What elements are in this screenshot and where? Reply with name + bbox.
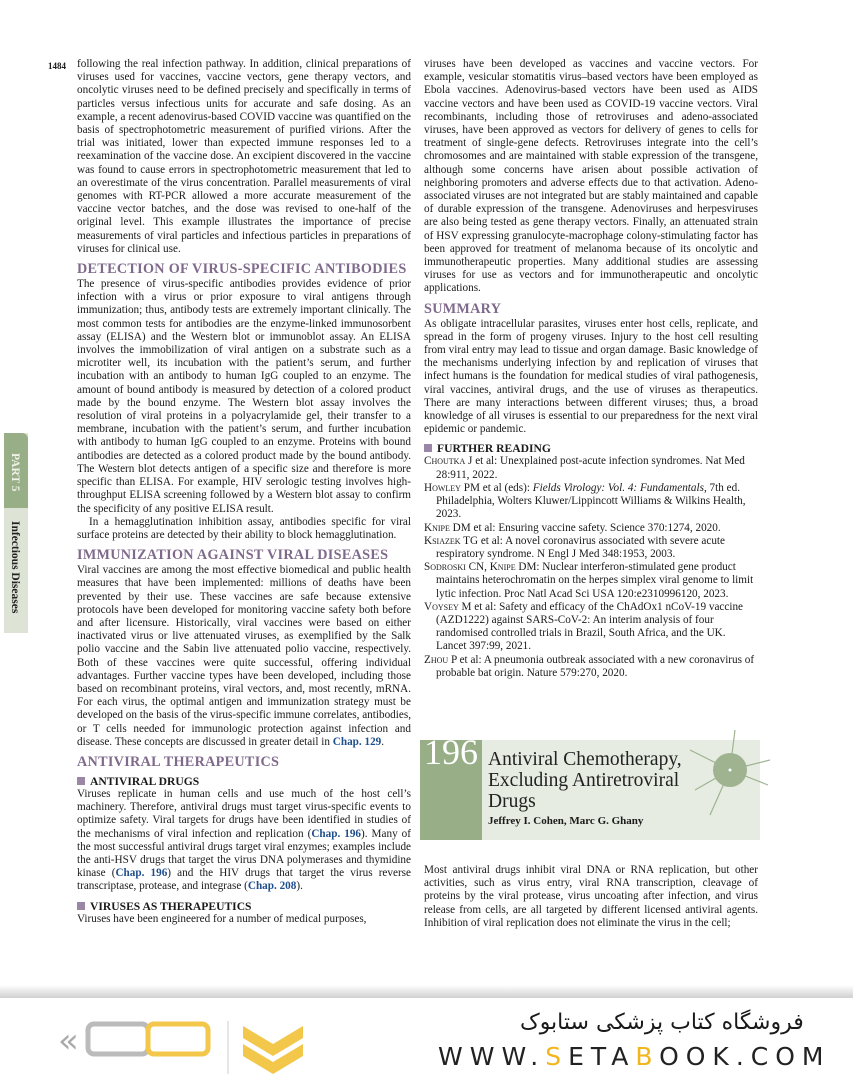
paragraph: viruses have been developed as vaccines and vaccine vectors. For example, vesicular stomatitis virus–based vectors have been employed as Ebola vaccines. Adenovirus-based vectors have been used as AIDS vaccine vectors and have been used as COVID-19 vaccine vectors. Viral recombinants, including those of retroviruses and adeno-associated viruses, have been approved as vectors for delivery of genes to cells for treatment of single-gene defects. Retroviruses integrate into the cell’s chromosomes and are maintained with stable expression of the transgene, although some concerns have arisen about possible activation of neighboring promoters and adverse effects due to that activation. Adeno-associated viruses are not integrated but are stably maintained and capable of durable expression of the transgene. Adenoviruses and herpesviruses are also being tested as gene therapy vectors. Finally, an attenuated strain of HSV expressing granulocyte-macrophage colony-stimulating factor has been approved for treatment of melanoma because of its oncolytic and immunotherapeutic properties. Many additional studies are assessing viruses for use as vectors and for immunotherapeutic and oncolytic applications. [424, 58, 758, 295]
section-heading: IMMUNIZATION AGAINST VIRAL DISEASES [77, 547, 389, 564]
virus-splat-icon [690, 730, 770, 820]
paragraph: Most antiviral drugs inhibit viral DNA or RNA replication, but other activities, such as virus entry, viral RNA transcription, cleavage of proteins by the viral protease, virus uncoating after infection, and virus release from cells, are all targeted by different licensed antiviral agents. Inhibition of viral replication does not eliminate the virus in the cell; [424, 863, 758, 929]
chapter-link[interactable]: Chap. 129 [332, 735, 382, 748]
watermark-footer [0, 998, 853, 1080]
reference-item: Sodroski CN, Knipe DM: Nuclear interferon-stimulated gene product maintains heterochromatin on the herpes simplex viral genome to limit lytic infection. Proc Natl Acad Sci USA 120:e2310996120, 2023. [424, 561, 754, 600]
chapter-number: 196 [420, 740, 482, 840]
chapter-title: Antiviral Chemotherapy, Excluding Antiretroviral Drugs [488, 748, 682, 812]
paragraph: As obligate intracellular parasites, viruses enter host cells, replicate, and spread in the form of progeny viruses. Injury to the host cell resulting from viral entry may lead to tissue and organ damage. Basic knowledge of the mechanisms underlying infection by and replication of viruses that infect humans is the foundation for medical studies of viral pathogenesis, viral vaccines, antiviral drugs, and the use of viruses as therapeutics. There are many interactions between different viruses; thus, a broad knowledge of all viruses is essential to our preparedness for the next viral epidemic or pandemic. [424, 317, 758, 436]
square-bullet-icon [77, 777, 85, 785]
setabook-logo [48, 1016, 338, 1076]
paragraph: The presence of virus-specific antibodies provides evidence of prior infection with a virus or prior exposure to viral antigens through immunization; thus, antibody tests are extremely important clinically. The most common tests for antibodies are the enzyme-linked immunosorbent assay (ELISA) and the Western blot or immunoblot assay. An ELISA involves the immobilization of viral antigen on a substrate such as a microtiter well, its incubation with the patient’s serum, and further incubation with an antibody to human IgG coupled to an enzyme. The amount of bound antibody is measured by detection of a colored product made by the bound enzyme. The Western blot assay involves the resolution of viral proteins in a polyacrylamide gel, their transfer to a membrane, incubation with the patient’s serum, and further incubation with antibody to human IgG coupled to an enzyme. Proteins with bound antibodies are detected as a colored product made by the bound antibody. The Western blot detects antigen of a specific size and therefore is more specific than ELISA. For example, HIV serologic testing involves high-throughput ELISA screening followed by a Western blot assay to confirm the specificity of any positive ELISA result. [77, 278, 411, 515]
section-heading: ANTIVIRAL THERAPEUTICS [77, 753, 280, 770]
paragraph: In a hemagglutination inhibition assay, antibodies specific for viral surface proteins are detected by their ability to block hemagglutination. [77, 515, 411, 541]
paragraph: Viruses have been engineered for a number of medical purposes, [77, 912, 367, 925]
part-label: PART 5 [9, 453, 21, 492]
paragraph: following the real infection pathway. In addition, clinical preparations of viruses used for vaccines, vaccine vectors, gene therapy vectors, and oncolytic viruses need to be defined precisely and specifically in terms of particles versus infectious units for accurate and safe dosing. As an example, a recent adenovirus-based COVID vaccine was quantified on the basis of spectrophotometric measurement of purified virions. After the trial was initiated, lower than expected immune responses led to a reexamination of the vaccine dose. An excipient discovered in the vaccine was found to cause errors in spectrophotometric measurement that led to an overestimate of the virus concentration. Parallel measurements of viral genomes with RT-PCR allowed a more accurate measurement of the vaccine vector batches, and the dose was revised to one-half of the original level. This example illustrates the importance of precise measurements of viral particles and infectious particles in preparations of viruses for clinical use. [77, 58, 411, 255]
reference-item: Zhou P et al: A pneumonia outbreak associated with a new coronavirus of probable bat origin. Nature 579:270, 2020. [424, 653, 755, 679]
section-label: Infectious Diseases [9, 521, 21, 614]
reference-item: Howley PM et al (eds): Fields Virology: Vol. 4: Fundamentals, 7th ed. Philadelphia, Wolters Kluwer/Lippincott Williams & Wilkins Health, 2023. [424, 481, 746, 521]
subsection-heading: ANTIVIRAL DRUGS [77, 775, 411, 788]
reference-item: Choutka J et al: Unexplained post-acute infection syndromes. Nat Med 28:911, 2022. [424, 455, 745, 481]
store-url[interactable]: WWW.SETABOOK.COM [438, 1042, 831, 1071]
page-number: 1484 [48, 61, 66, 71]
store-name: فروشگاه کتاب پزشکی ستابوک [520, 1010, 804, 1035]
chapter-link[interactable]: Chap. 208 [247, 880, 297, 893]
reference-item: Knipe DM et al: Ensuring vaccine safety. Science 370:1274, 2020. [424, 521, 721, 534]
side-tab [4, 433, 28, 633]
chapter-link[interactable]: Chap. 196 [311, 827, 362, 840]
left-column [77, 58, 411, 926]
subsection-heading: VIRUSES AS THERAPEUTICS [77, 900, 411, 913]
paragraph: Viruses replicate in human cells and use much of the host cell’s machinery. Therefore, antiviral drugs must target virus-specific events to optimize safety. Viral targets for drugs have been identified in studies of the mechanisms of viral infection and replication (Chap. 196). Many of the most successful antiviral drugs target viral enzymes; examples include the anti-HSV drugs that target the virus DNA polymerases and thymidine kinase (Chap. 196) and the HIV drugs that target the virus reverse transcriptase, protease, and integrase (Chap. 208). [77, 787, 412, 893]
chapter-link[interactable]: Chap. 196 [115, 867, 168, 880]
section-heading: SUMMARY [424, 300, 502, 317]
svg-text:«: « [58, 1021, 79, 1061]
square-bullet-icon [77, 902, 85, 910]
section-heading: DETECTION OF VIRUS-SPECIFIC ANTIBODIES [77, 261, 407, 278]
chapter-authors: Jeffrey I. Cohen, Marc G. Ghany [488, 814, 644, 827]
square-bullet-icon [424, 444, 432, 452]
reference-item: Ksiazek TG et al: A novel coronavirus associated with severe acute respiratory syndrome. N Engl J Med 348:1953, 2003. [424, 534, 726, 560]
chapter-header [420, 731, 760, 840]
subsection-heading: FURTHER READING [424, 442, 758, 455]
paragraph: Viral vaccines are among the most effective biomedical and public health measures that have been implemented: millions of deaths have been prevented by their use. These vaccines are safe because extensive protocols have been developed for monitoring vaccine safety both before and after licensure. Historically, viral vaccines were based on either inactivated virus or live attenuated viruses, as exemplified by the Salk polio vaccine and the Sabin live attenuated polio vaccine, respectively. Both of these vaccines were quite successful, offering individual advantages. Further vaccine types have been developed, including those based on recombinant proteins, viral vectors, and, most recently, mRNA. For each virus, the optimal antigen and immunization strategy must be developed on the basis of the virus-specific immune correlates, antibodies, or T cells needed for immunologic protection against infection and disease. These concepts are discussed in greater detail in Chap. 129. [77, 564, 411, 748]
right-column [424, 58, 758, 930]
reference-item: Voysey M et al: Safety and efficacy of the ChAdOx1 nCoV-19 vaccine (AZD1222) against SARS-CoV-2: An interim analysis of four randomised controlled trials in Brazil, South Africa, and the UK. Lancet 397:99, 2021. [424, 600, 744, 653]
